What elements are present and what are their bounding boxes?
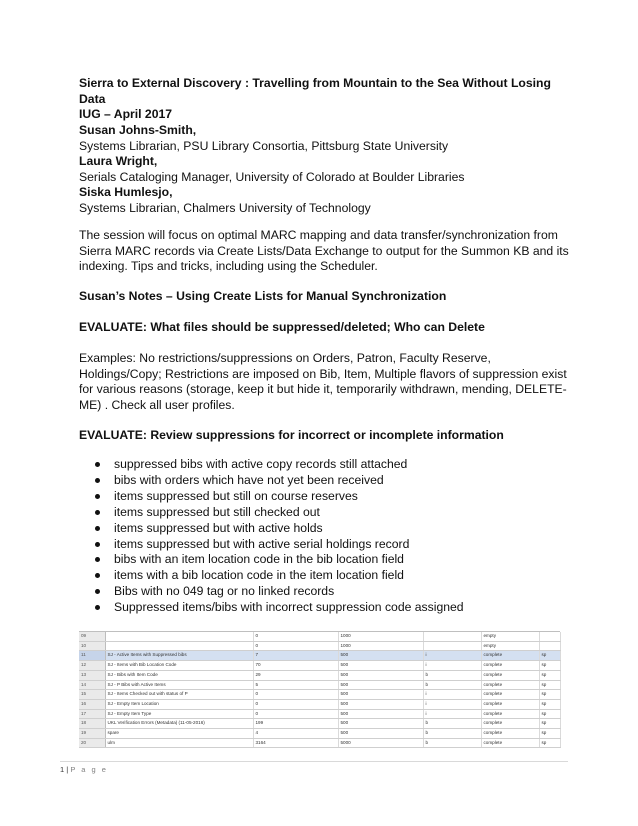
bullet-icon: [95, 478, 100, 483]
max-records-cell: 1000: [338, 632, 423, 641]
presenter-role: Systems Librarian, Chalmers University of Technology: [79, 200, 371, 215]
bullet-icon: [95, 510, 100, 515]
list-item-text: Bibs with no 049 tag or no linked records: [114, 584, 335, 599]
row-number-cell: 13: [79, 670, 105, 680]
list-item: [95, 552, 464, 568]
presenter-role: Systems Librarian, PSU Library Consortia, Pittsburg State University: [79, 138, 449, 153]
list-name-cell: ulm: [105, 738, 253, 748]
max-records-cell: 500: [338, 661, 423, 671]
record-type-cell: b: [423, 738, 481, 748]
list-item-text: Suppressed items/bibs with incorrect suppression code assigned: [114, 600, 464, 615]
list-item-text: bibs with orders which have not yet been received: [114, 472, 384, 487]
list-name-cell: SJ - P Bibs with Active Items: [105, 680, 253, 690]
list-item: [95, 457, 464, 473]
row-number-cell: 15: [79, 690, 105, 700]
row-number-cell: 16: [79, 699, 105, 709]
bullet-icon: [95, 542, 100, 547]
presenter-name: Susan Johns-Smith,: [79, 123, 197, 137]
list-status-cell: empty: [481, 641, 539, 651]
record-type-cell: b: [423, 670, 481, 680]
document-title: [79, 76, 569, 123]
title-line-2: IUG – April 2017: [79, 107, 173, 122]
max-records-cell: 5000: [338, 738, 423, 748]
list-item: [95, 505, 464, 521]
table-row: [79, 690, 560, 700]
list-status-cell: complete: [481, 719, 539, 729]
bullet-icon: [95, 605, 100, 610]
max-records-cell: 1000: [338, 641, 423, 651]
max-records-cell: 500: [338, 729, 423, 739]
list-item-text: suppressed bibs with active copy records still attached: [114, 457, 408, 471]
max-records-cell: 500: [338, 651, 423, 661]
record-type-cell: i: [423, 709, 481, 719]
record-type-cell: b: [423, 680, 481, 690]
list-name-cell: UKL Verification Errors (Metadata) (11-05-2016): [105, 719, 253, 729]
list-owner-cell: sp: [539, 729, 560, 739]
list-owner-cell: sp: [539, 738, 560, 748]
list-name-cell: SJ - Empty Item Location: [105, 699, 253, 709]
max-records-cell: 500: [338, 670, 423, 680]
table-row: [79, 661, 560, 671]
list-owner-cell: sp: [539, 699, 560, 709]
list-owner-cell: sp: [539, 719, 560, 729]
examples-paragraph: Examples: No restrictions/suppressions on Orders, Patron, Faculty Reserve, Holdings/Copy; Restrictions are imposed on Bib, Item, Multiple flavors of suppression exist for various reasons (storage, keep it but hide it, temporarily withdrawn, mending, DELETE-ME) . Check all user profiles.: [79, 351, 567, 412]
record-count-cell: 0: [253, 709, 338, 719]
list-owner-cell: [539, 641, 560, 651]
list-item: [95, 600, 464, 616]
record-type-cell: b: [423, 729, 481, 739]
list-status-cell: complete: [481, 738, 539, 748]
create-lists-screenshot: [79, 631, 560, 745]
record-type-cell: i: [423, 699, 481, 709]
list-owner-cell: [539, 632, 560, 641]
list-item-text: items suppressed but with active serial holdings record: [114, 536, 410, 551]
row-number-cell: 14: [79, 680, 105, 690]
list-name-cell: SJ - Active Items with Suppressed bibs: [105, 651, 253, 661]
list-status-cell: complete: [481, 651, 539, 661]
footer-separator: |: [66, 765, 69, 774]
list-item-text: items suppressed but still checked out: [114, 504, 320, 519]
table-row: [79, 729, 560, 739]
record-type-cell: i: [423, 661, 481, 671]
list-item: [95, 473, 464, 489]
list-name-cell: SJ - Items with Bib Location Code: [105, 661, 253, 671]
record-count-cell: 3164: [253, 738, 338, 748]
table-row: [79, 651, 560, 661]
bullet-icon: [95, 589, 100, 594]
record-type-cell: i: [423, 651, 481, 661]
row-number-cell: 20: [79, 738, 105, 748]
record-count-cell: 70: [253, 661, 338, 671]
list-owner-cell: sp: [539, 709, 560, 719]
table-row: [79, 738, 560, 748]
list-status-cell: complete: [481, 661, 539, 671]
table-row: [79, 632, 560, 641]
list-name-cell: SJ - Items Checked out with status of P: [105, 690, 253, 700]
bullet-icon: [95, 557, 100, 562]
presenter-name: Laura Wright,: [79, 154, 158, 169]
list-owner-cell: sp: [539, 680, 560, 690]
notes-heading: Susan’s Notes – Using Create Lists for Manual Synchronization: [79, 289, 447, 303]
footer-divider: [60, 761, 568, 762]
record-count-cell: 5: [253, 680, 338, 690]
record-count-cell: 4: [253, 729, 338, 739]
list-owner-cell: sp: [539, 690, 560, 700]
table-row: [79, 709, 560, 719]
title-line-1: Sierra to External Discovery : Travelling from Mountain to the Sea Without Losing Data: [79, 76, 551, 106]
max-records-cell: 500: [338, 690, 423, 700]
row-number-cell: 18: [79, 719, 105, 729]
bullet-icon: [95, 573, 100, 578]
record-count-cell: 0: [253, 690, 338, 700]
list-item: [95, 584, 464, 600]
list-status-cell: complete: [481, 709, 539, 719]
page-footer: [60, 765, 108, 774]
list-name-cell: spare: [105, 729, 253, 739]
evaluate-heading-2: EVALUATE: Review suppressions for incorrect or incomplete information: [79, 428, 504, 442]
review-bullet-list: [95, 457, 464, 616]
row-number-cell: 10: [79, 641, 105, 651]
list-owner-cell: sp: [539, 661, 560, 671]
list-item: [95, 568, 464, 584]
page-label: P a g e: [70, 765, 108, 774]
create-lists-table: [79, 632, 561, 748]
list-item-text: bibs with an item location code in the bib location field: [114, 552, 404, 567]
list-status-cell: empty: [481, 632, 539, 641]
list-name-cell: SJ - Bibs with Item Code: [105, 670, 253, 680]
record-count-cell: 0: [253, 632, 338, 641]
presenters-list: [79, 123, 569, 217]
bullet-icon: [95, 462, 100, 467]
row-number-cell: 19: [79, 729, 105, 739]
list-name-cell: SJ - Empty Item Type: [105, 709, 253, 719]
table-row: [79, 719, 560, 729]
presenter-role: Serials Cataloging Manager, University of Colorado at Boulder Libraries: [79, 169, 465, 184]
row-number-cell: 11: [79, 651, 105, 661]
table-row: [79, 641, 560, 651]
record-count-cell: 29: [253, 670, 338, 680]
list-status-cell: complete: [481, 699, 539, 709]
list-item-text: items suppressed but still on course reserves: [114, 488, 358, 503]
list-status-cell: complete: [481, 680, 539, 690]
list-item: [95, 537, 464, 553]
presenter-name: Siska Humlesjo,: [79, 185, 173, 200]
list-item: [95, 489, 464, 505]
list-status-cell: complete: [481, 690, 539, 700]
record-count-cell: 7: [253, 651, 338, 661]
record-type-cell: b: [423, 719, 481, 729]
row-number-cell: 17: [79, 709, 105, 719]
list-owner-cell: sp: [539, 651, 560, 661]
record-type-cell: [423, 641, 481, 651]
list-status-cell: complete: [481, 729, 539, 739]
max-records-cell: 500: [338, 709, 423, 719]
evaluate-heading-1: EVALUATE: What files should be suppressed/deleted; Who can Delete: [79, 320, 485, 334]
table-row: [79, 680, 560, 690]
max-records-cell: 500: [338, 719, 423, 729]
list-name-cell: [105, 632, 253, 641]
bullet-icon: [95, 526, 100, 531]
record-count-cell: 0: [253, 641, 338, 651]
max-records-cell: 500: [338, 699, 423, 709]
bullet-icon: [95, 494, 100, 499]
record-count-cell: 199: [253, 719, 338, 729]
list-owner-cell: sp: [539, 670, 560, 680]
list-item: [95, 521, 464, 537]
table-row: [79, 670, 560, 680]
record-count-cell: 0: [253, 699, 338, 709]
list-status-cell: complete: [481, 670, 539, 680]
record-type-cell: [423, 632, 481, 641]
record-type-cell: i: [423, 690, 481, 700]
list-item-text: items suppressed but with active holds: [114, 520, 323, 535]
row-number-cell: 09: [79, 632, 105, 641]
max-records-cell: 500: [338, 680, 423, 690]
table-row: [79, 699, 560, 709]
page-number: 1: [60, 765, 65, 774]
abstract-paragraph: The session will focus on optimal MARC mapping and data transfer/synchronization from Sierra MARC records via Create Lists/Data Exchange to output for the Summon KB and its indexing. Tips and tricks, including using the Scheduler.: [79, 228, 569, 274]
list-item-text: items with a bib location code in the item location field: [114, 568, 404, 583]
row-number-cell: 12: [79, 661, 105, 671]
list-name-cell: [105, 641, 253, 651]
